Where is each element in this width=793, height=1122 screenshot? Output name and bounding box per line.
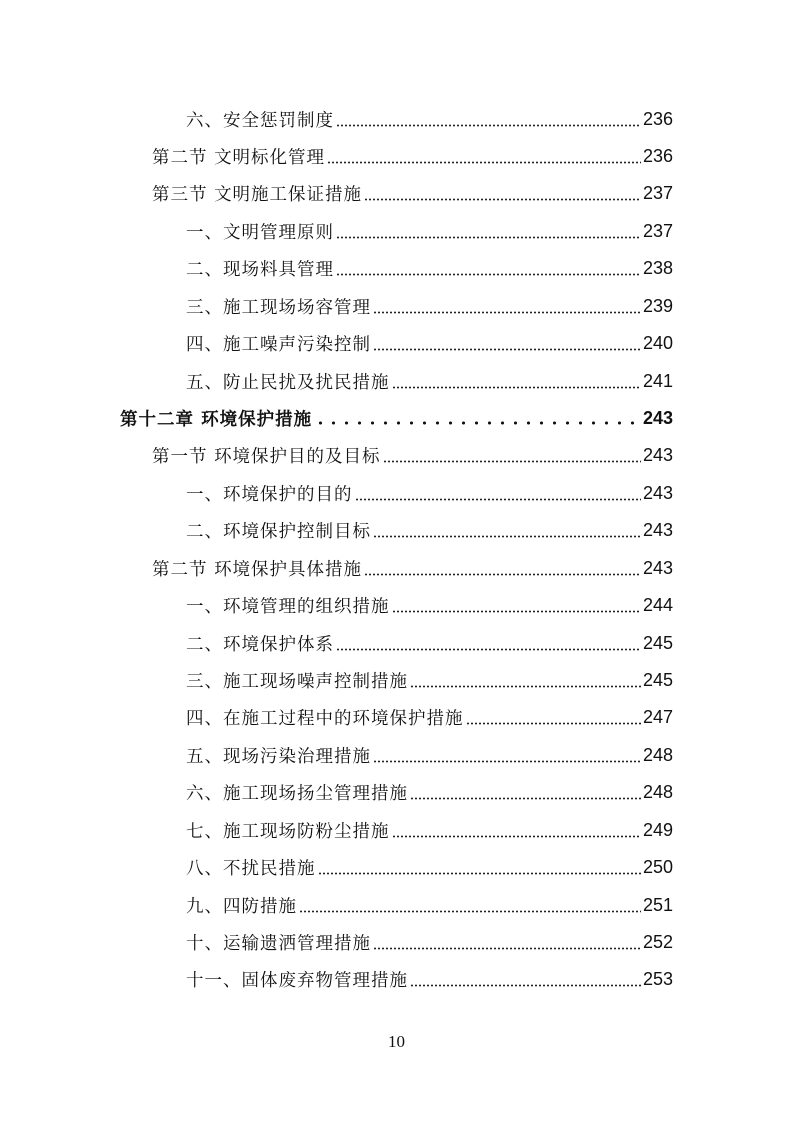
- dot-leader: [410, 984, 641, 987]
- toc-entry-label: 第二节 环境保护具体措施: [152, 559, 363, 580]
- dot-leader: [318, 872, 641, 875]
- toc-entry-page: 243: [642, 407, 673, 428]
- dot-leader: [392, 610, 641, 613]
- dot-leader: [355, 498, 641, 501]
- toc-entry-page: 236: [642, 108, 673, 129]
- dot-leader: [327, 161, 641, 164]
- toc-entry-page: 248: [642, 782, 673, 803]
- toc-entry-label: 十一、固体废弃物管理措施: [186, 971, 408, 992]
- toc-entry-page: 244: [642, 595, 673, 616]
- toc-subsection-entry[interactable]: [186, 288, 673, 324]
- toc-section-entry[interactable]: [152, 550, 673, 586]
- toc-entry-label: 三、施工现场噪声控制措施: [186, 671, 408, 692]
- toc-entry-page: 243: [642, 557, 673, 578]
- toc-section-entry[interactable]: [152, 138, 673, 174]
- dot-leader: [336, 124, 641, 127]
- toc-subsection-entry[interactable]: [186, 363, 673, 399]
- dot-leader: [373, 535, 641, 538]
- toc-entry-page: 252: [642, 931, 673, 952]
- toc-subsection-entry[interactable]: [186, 962, 673, 998]
- toc-entry-label: 五、现场污染治理措施: [186, 746, 371, 767]
- toc-entry-label: 三、施工现场场容管理: [186, 297, 371, 318]
- toc-subsection-entry[interactable]: [186, 588, 673, 624]
- toc-entry-label: 第一节 环境保护目的及目标: [152, 447, 381, 468]
- toc-entry-label: 第十二章 环境保护措施: [120, 409, 313, 430]
- toc-entry-label: 七、施工现场防粉尘措施: [186, 821, 390, 842]
- toc-entry-label: 十、运输遗洒管理措施: [186, 933, 371, 954]
- dot-leader: [373, 947, 641, 950]
- toc-entry-page: 247: [642, 707, 673, 728]
- toc-entry-label: 八、不扰民措施: [186, 859, 316, 880]
- dot-leader: [373, 348, 641, 351]
- dot-leader: [373, 760, 641, 763]
- toc-entry-page: 249: [642, 819, 673, 840]
- toc-subsection-entry[interactable]: [186, 775, 673, 811]
- toc-subsection-entry[interactable]: [186, 812, 673, 848]
- toc-entry-page: 237: [642, 183, 673, 204]
- toc-subsection-entry[interactable]: [186, 213, 673, 249]
- toc-entry-page: 238: [642, 258, 673, 279]
- toc-subsection-entry[interactable]: [186, 924, 673, 960]
- toc-subsection-entry[interactable]: [186, 326, 673, 362]
- page-number: 10: [388, 1032, 405, 1051]
- toc-entry-label: 六、施工现场扬尘管理措施: [186, 784, 408, 805]
- toc-chapter-entry[interactable]: [120, 400, 673, 436]
- toc-entry-label: 二、现场料具管理: [186, 260, 334, 281]
- toc-entry-label: 一、文明管理原则: [186, 222, 334, 243]
- dot-leader: [314, 421, 641, 425]
- toc-entry-label: 第三节 文明施工保证措施: [152, 185, 363, 206]
- dot-leader: [410, 797, 641, 800]
- toc-entry-label: 一、环境管理的组织措施: [186, 597, 390, 618]
- dot-leader: [364, 573, 641, 576]
- dot-leader: [364, 198, 641, 201]
- dot-leader: [336, 648, 641, 651]
- dot-leader: [299, 910, 641, 913]
- dot-leader: [410, 685, 641, 688]
- toc-subsection-entry[interactable]: [186, 101, 673, 137]
- toc-entry-page: 243: [642, 520, 673, 541]
- toc-entry-label: 九、四防措施: [186, 896, 297, 917]
- toc-entry-label: 二、环境保护体系: [186, 634, 334, 655]
- toc-entry-page: 243: [642, 482, 673, 503]
- toc-subsection-entry[interactable]: [186, 513, 673, 549]
- dot-leader: [466, 722, 641, 725]
- toc-entry-page: 248: [642, 744, 673, 765]
- toc-entry-page: 241: [642, 370, 673, 391]
- toc-subsection-entry[interactable]: [186, 251, 673, 287]
- toc-entry-page: 253: [642, 969, 673, 990]
- dot-leader: [383, 460, 641, 463]
- toc-entry-label: 二、环境保护控制目标: [186, 522, 371, 543]
- toc-subsection-entry[interactable]: [186, 887, 673, 923]
- toc-subsection-entry[interactable]: [186, 700, 673, 736]
- toc-entry-page: 250: [642, 857, 673, 878]
- toc-entry-label: 一、环境保护的目的: [186, 484, 353, 505]
- toc-entry-page: 245: [642, 632, 673, 653]
- toc-entry-label: 四、在施工过程中的环境保护措施: [186, 709, 464, 730]
- toc-subsection-entry[interactable]: [186, 475, 673, 511]
- toc-entry-page: 245: [642, 669, 673, 690]
- toc-entry-page: 239: [642, 295, 673, 316]
- dot-leader: [336, 273, 641, 276]
- toc-entry-page: 237: [642, 220, 673, 241]
- toc-entry-page: 243: [642, 445, 673, 466]
- toc-entry-page: 251: [642, 894, 673, 915]
- toc-entry-label: 六、安全惩罚制度: [186, 110, 334, 131]
- toc-subsection-entry[interactable]: [186, 850, 673, 886]
- toc-entry-label: 五、防止民扰及扰民措施: [186, 372, 390, 393]
- dot-leader: [336, 236, 641, 239]
- toc-entry-label: 第二节 文明标化管理: [152, 147, 326, 168]
- toc-entry-page: 240: [642, 333, 673, 354]
- toc-entry-page: 236: [642, 145, 673, 166]
- toc-subsection-entry[interactable]: [186, 662, 673, 698]
- toc-entry-label: 四、施工噪声污染控制: [186, 335, 371, 356]
- dot-leader: [373, 311, 641, 314]
- dot-leader: [392, 835, 641, 838]
- dot-leader: [392, 386, 641, 389]
- toc-subsection-entry[interactable]: [186, 737, 673, 773]
- toc-section-entry[interactable]: [152, 438, 673, 474]
- toc-section-entry[interactable]: [152, 176, 673, 212]
- toc-subsection-entry[interactable]: [186, 625, 673, 661]
